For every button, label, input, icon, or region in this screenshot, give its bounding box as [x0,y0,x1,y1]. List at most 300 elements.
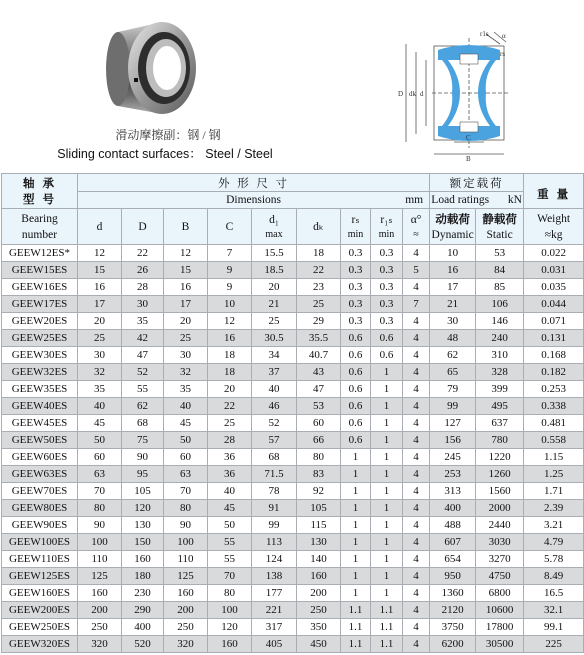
table-cell: 0.3 [341,245,371,262]
table-row [2,398,584,415]
header-col-d1-sym: d₁ [269,214,279,226]
bearing-number-cell: GEEW20ES [2,313,78,330]
table-cell: 4 [403,551,430,568]
table-cell: 37 [252,364,297,381]
table-cell: 17 [430,279,476,296]
table-cell: 4 [403,534,430,551]
table-cell: 79 [430,381,476,398]
diagram-label-d: d [420,90,424,98]
table-cell: 18.5 [252,262,297,279]
table-cell: 4.79 [524,534,584,551]
table-cell: 40 [208,483,252,500]
bearing-number-cell: GEEW80ES [2,500,78,517]
bearing-number-cell: GEEW16ES [2,279,78,296]
table-cell: 60 [78,449,122,466]
table-cell: 1 [341,568,371,585]
table-cell: 400 [122,619,164,636]
table-cell: 50 [164,432,208,449]
table-cell: 1 [371,483,403,500]
header-model-cn [2,174,78,209]
table-cell: 125 [164,568,208,585]
table-cell: 16 [208,330,252,347]
bearing-number-cell: GEEW125ES [2,568,78,585]
table-row [2,636,584,653]
table-cell: 4 [403,330,430,347]
table-cell: 43 [297,364,341,381]
header-weight-en: Weight [537,212,571,225]
table-cell: 240 [476,330,524,347]
table-cell: 225 [524,636,584,653]
table-cell: 17 [78,296,122,313]
table-cell: 3.21 [524,517,584,534]
table-cell: 495 [476,398,524,415]
table-cell: 35.5 [297,330,341,347]
table-cell: 12 [208,313,252,330]
table-cell: 55 [208,534,252,551]
table-cell: 1 [371,449,403,466]
table-cell: 99 [252,517,297,534]
table-row [2,449,584,466]
table-cell: 200 [297,585,341,602]
table-cell: 654 [430,551,476,568]
bearing-number-cell: GEEW40ES [2,398,78,415]
header-col-rs [341,209,371,245]
cross-section-diagram [376,30,536,162]
table-cell: 0.6 [341,398,371,415]
table-cell: 10600 [476,602,524,619]
table-cell: 26 [122,262,164,279]
table-cell: 0.558 [524,432,584,449]
header-dims-unit: mm [405,194,424,206]
header-col-dk: dₖ [297,209,341,245]
table-cell: 160 [164,585,208,602]
table-cell: 70 [208,568,252,585]
header-col-static [476,209,524,245]
table-row [2,500,584,517]
table-cell: 99.1 [524,619,584,636]
table-cell: 40 [252,381,297,398]
table-cell: 4 [403,585,430,602]
table-cell: 21 [430,296,476,313]
bearing-number-cell: GEEW250ES [2,619,78,636]
table-cell: 4 [403,619,430,636]
table-cell: 400 [430,500,476,517]
table-cell: 0.6 [341,415,371,432]
header-col-rs-sym: rₛ [351,214,360,226]
table-cell: 328 [476,364,524,381]
bearing-number-cell: GEEW63ES [2,466,78,483]
table-cell: 1 [371,466,403,483]
table-cell: 2000 [476,500,524,517]
table-cell: 25 [297,296,341,313]
header-dynamic-en: Dynamic [431,228,474,241]
diagram-label-dk: dk [409,90,416,98]
table-cell: 65 [430,364,476,381]
table-cell: 290 [122,602,164,619]
bearing-number-cell: GEEW50ES [2,432,78,449]
table-cell: 350 [297,619,341,636]
table-cell: 35 [122,313,164,330]
table-cell: 25 [208,415,252,432]
table-cell: 6200 [430,636,476,653]
table-cell: 1 [371,568,403,585]
table-cell: 1 [341,466,371,483]
table-cell: 320 [78,636,122,653]
header-col-alpha [403,209,430,245]
table-cell: 130 [297,534,341,551]
table-cell: 45 [164,415,208,432]
table-cell: 950 [430,568,476,585]
table-cell: 1260 [476,466,524,483]
table-row [2,296,584,313]
table-cell: 520 [122,636,164,653]
table-cell: 0.6 [341,432,371,449]
table-cell: 90 [122,449,164,466]
table-cell: 488 [430,517,476,534]
table-cell: 125 [78,568,122,585]
table-cell: 200 [164,602,208,619]
table-cell: 105 [122,483,164,500]
table-cell: 40.7 [297,347,341,364]
table-cell: 23 [297,279,341,296]
table-cell: 2.39 [524,500,584,517]
table-cell: 1.25 [524,466,584,483]
table-cell: 1220 [476,449,524,466]
table-header [2,174,584,245]
table-cell: 0.022 [524,245,584,262]
product-header [0,0,584,172]
table-cell: 8.49 [524,568,584,585]
table-cell: 91 [252,500,297,517]
table-cell: 230 [122,585,164,602]
table-cell: 30 [430,313,476,330]
table-cell: 105 [297,500,341,517]
table-cell: 106 [476,296,524,313]
table-cell: 57 [252,432,297,449]
header-col-weight [524,209,584,245]
table-cell: 60 [164,449,208,466]
bearing-number-cell: GEEW45ES [2,415,78,432]
header-static-cn: 静载荷 [482,211,517,226]
table-cell: 0.3 [371,245,403,262]
table-cell: 1 [371,415,403,432]
table-cell: 30 [78,347,122,364]
header-dims-en-text: Dimensions [226,194,282,206]
bearing-number-cell: GEEW90ES [2,517,78,534]
table-cell: 35 [78,381,122,398]
header-col-d1-sub: max [265,229,283,240]
diagram-label-B: B [466,155,471,162]
table-cell: 1 [371,500,403,517]
table-cell: 250 [164,619,208,636]
table-cell: 28 [208,432,252,449]
table-cell: 4 [403,432,430,449]
table-row [2,262,584,279]
table-cell: 115 [297,517,341,534]
table-cell: 607 [430,534,476,551]
table-cell: 0.3 [371,296,403,313]
table-cell: 0.6 [341,347,371,364]
table-cell: 20 [252,279,297,296]
table-cell: 120 [208,619,252,636]
table-cell: 70 [78,483,122,500]
table-cell: 1360 [430,585,476,602]
table-cell: 99 [430,398,476,415]
table-cell: 1 [341,449,371,466]
header-col-d: d [78,209,122,245]
bearing-photo [100,14,200,122]
table-row [2,245,584,262]
header-weight-cn-text: 重 量 [537,187,571,201]
table-cell: 63 [164,466,208,483]
bearing-number-cell: GEEW32ES [2,364,78,381]
table-cell: 320 [164,636,208,653]
bearing-number-cell: GEEW200ES [2,602,78,619]
header-model-en [2,209,78,245]
bearing-number-cell: GEEW15ES [2,262,78,279]
header-static-en: Static [486,228,513,241]
table-cell: 399 [476,381,524,398]
table-cell: 4 [403,364,430,381]
table-cell: 62 [430,347,476,364]
table-cell: 1.1 [371,619,403,636]
table-cell: 47 [297,381,341,398]
table-cell: 0.6 [341,330,371,347]
table-cell: 450 [297,636,341,653]
table-cell: 16.5 [524,585,584,602]
table-cell: 2440 [476,517,524,534]
table-cell: 92 [297,483,341,500]
table-row [2,517,584,534]
table-cell: 28 [122,279,164,296]
diagram-label-rs: rs [500,50,506,58]
table-cell: 113 [252,534,297,551]
table-cell: 1 [341,551,371,568]
table-cell: 160 [297,568,341,585]
table-row [2,330,584,347]
table-cell: 138 [252,568,297,585]
table-cell: 0.071 [524,313,584,330]
bearing-spec-table [1,173,584,653]
table-cell: 10 [430,245,476,262]
table-cell: 150 [122,534,164,551]
table-cell: 12 [78,245,122,262]
table-cell: 1 [371,517,403,534]
table-cell: 60 [297,415,341,432]
table-cell: 1 [341,585,371,602]
header-col-d1 [252,209,297,245]
table-row [2,568,584,585]
table-cell: 21 [252,296,297,313]
table-cell: 0.131 [524,330,584,347]
header-col-r1s [371,209,403,245]
bearing-number-cell: GEEW60ES [2,449,78,466]
table-cell: 0.481 [524,415,584,432]
table-cell: 12 [164,245,208,262]
table-cell: 4 [403,415,430,432]
table-cell: 55 [208,551,252,568]
table-row [2,347,584,364]
table-cell: 36 [208,449,252,466]
table-cell: 245 [430,449,476,466]
bearing-number-cell: GEEW30ES [2,347,78,364]
table-cell: 4 [403,568,430,585]
table-cell: 80 [297,449,341,466]
table-cell: 35 [164,381,208,398]
table-cell: 0.3 [371,313,403,330]
table-cell: 46 [252,398,297,415]
table-cell: 70 [164,483,208,500]
bearing-number-cell: GEEW110ES [2,551,78,568]
table-cell: 68 [252,449,297,466]
table-cell: 10 [208,296,252,313]
table-cell: 0.6 [341,381,371,398]
table-cell: 40 [164,398,208,415]
table-cell: 18 [208,347,252,364]
table-cell: 20 [164,313,208,330]
table-cell: 0.3 [341,296,371,313]
diagram-label-r1s: r1s [480,30,489,38]
table-cell: 1 [341,483,371,500]
table-cell: 45 [208,500,252,517]
table-cell: 160 [78,585,122,602]
table-cell: 22 [297,262,341,279]
table-cell: 17800 [476,619,524,636]
table-cell: 160 [122,551,164,568]
table-cell: 71.5 [252,466,297,483]
table-cell: 0.035 [524,279,584,296]
header-weight-cn [524,174,584,209]
table-cell: 25 [252,313,297,330]
table-cell: 52 [122,364,164,381]
header-col-r1s-sub: min [378,229,395,240]
table-cell: 250 [297,602,341,619]
table-cell: 0.182 [524,364,584,381]
table-row [2,381,584,398]
table-cell: 50 [78,432,122,449]
table-cell: 48 [430,330,476,347]
header-col-D: D [122,209,164,245]
table-cell: 0.168 [524,347,584,364]
bearing-number-cell: GEEW25ES [2,330,78,347]
table-cell: 2120 [430,602,476,619]
table-cell: 63 [78,466,122,483]
table-cell: 317 [252,619,297,636]
table-row [2,483,584,500]
diagram-label-D: D [398,90,404,98]
table-cell: 130 [122,517,164,534]
table-cell: 90 [78,517,122,534]
table-cell: 16 [164,279,208,296]
table-row [2,415,584,432]
table-cell: 120 [122,500,164,517]
table-cell: 7 [208,245,252,262]
header-model-cn-2: 型 号 [22,192,56,206]
table-cell: 4 [403,602,430,619]
table-cell: 45 [78,415,122,432]
header-col-dynamic [430,209,476,245]
table-cell: 32 [164,364,208,381]
table-cell: 22 [122,245,164,262]
header-load-cn: 额定载荷 [430,174,524,192]
table-cell: 15 [164,262,208,279]
table-row [2,364,584,381]
table-cell: 4750 [476,568,524,585]
table-cell: 405 [252,636,297,653]
table-cell: 637 [476,415,524,432]
table-cell: 30500 [476,636,524,653]
table-row [2,534,584,551]
table-cell: 50 [208,517,252,534]
table-row [2,313,584,330]
table-cell: 20 [78,313,122,330]
table-cell: 90 [164,517,208,534]
table-cell: 1.1 [371,602,403,619]
header-col-alpha-sub: ≈ [413,229,419,240]
table-cell: 146 [476,313,524,330]
table-cell: 1 [371,364,403,381]
table-cell: 52 [252,415,297,432]
table-cell: 1 [371,551,403,568]
bearing-number-cell: GEEW100ES [2,534,78,551]
table-cell: 160 [208,636,252,653]
table-cell: 0.6 [371,347,403,364]
table-cell: 22 [208,398,252,415]
table-cell: 177 [252,585,297,602]
table-cell: 0.3 [371,279,403,296]
table-cell: 0.6 [371,330,403,347]
table-cell: 1.71 [524,483,584,500]
table-cell: 100 [208,602,252,619]
table-cell: 95 [122,466,164,483]
table-cell: 0.3 [341,262,371,279]
table-cell: 15 [78,262,122,279]
header-model-cn-1: 轴 承 [22,176,56,190]
table-cell: 1 [371,534,403,551]
table-cell: 0.3 [341,279,371,296]
header-col-r1s-sym: r₁ₛ [380,214,393,226]
table-cell: 4 [403,517,430,534]
diagram-label-C: C [466,134,471,142]
table-cell: 1.1 [341,602,371,619]
table-cell: 1 [371,381,403,398]
table-cell: 18 [208,364,252,381]
table-cell: 4 [403,500,430,517]
table-cell: 180 [122,568,164,585]
table-cell: 20 [208,381,252,398]
table-cell: 25 [78,330,122,347]
table-cell: 4 [403,636,430,653]
table-cell: 47 [122,347,164,364]
header-model-en-2: number [21,228,58,241]
table-cell: 5.78 [524,551,584,568]
table-cell: 100 [78,534,122,551]
table-cell: 3030 [476,534,524,551]
table-row [2,585,584,602]
header-load-en-text: Load ratings [431,194,490,206]
table-cell: 1.1 [371,636,403,653]
header-weight-unit: ≈kg [544,228,563,241]
table-cell: 4 [403,279,430,296]
table-cell: 68 [122,415,164,432]
header-dims-cn: 外 形 尺 寸 [78,174,430,192]
bearing-number-cell: GEEW70ES [2,483,78,500]
table-cell: 18 [297,245,341,262]
table-row [2,466,584,483]
table-cell: 9 [208,262,252,279]
table-cell: 16 [78,279,122,296]
caption-block [0,127,330,163]
